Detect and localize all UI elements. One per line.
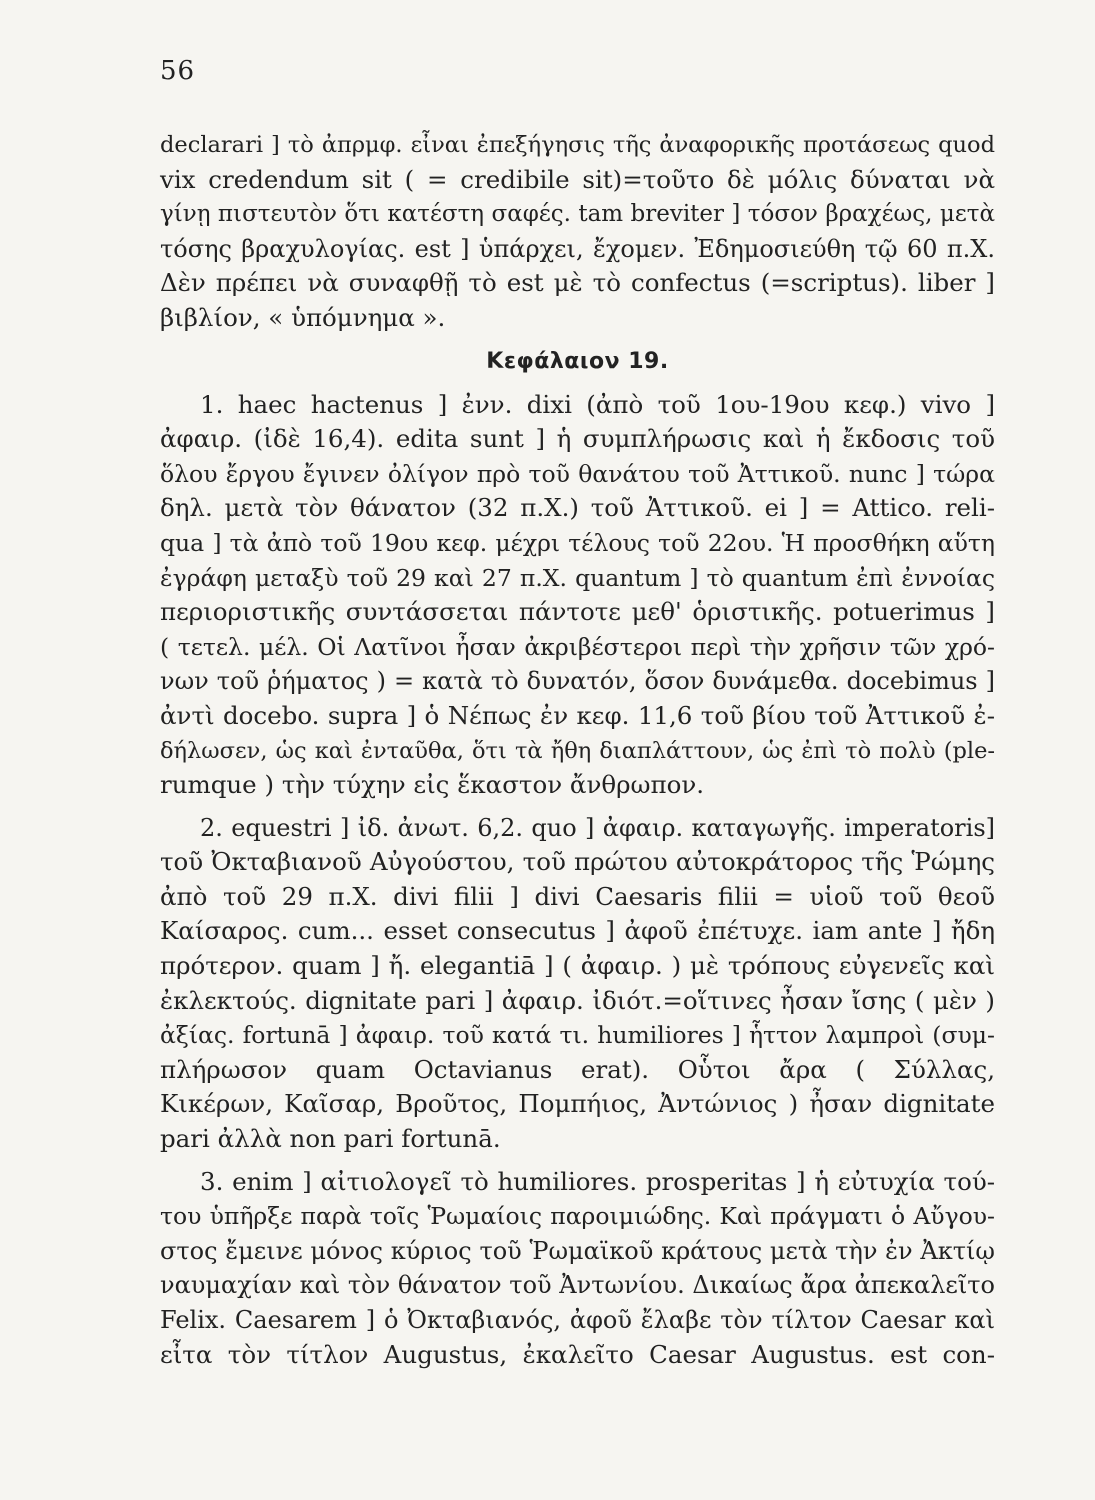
text-line: declarari ] τὸ ἀπρμφ. εἶναι ἐπεξήγησις τῆς ἀναφορικῆς προτάσεως quod [160, 132, 995, 158]
text-line: pari ἀλλὰ non pari fortunā. [160, 1124, 501, 1154]
text-line: δηλ. μετὰ τὸν θάνατον (32 π.Χ.) τοῦ Ἀττικοῦ. ei ] = Attico. reli- [160, 493, 995, 523]
page-number: 56 [160, 56, 196, 86]
text-line: τοῦ Ὀκταβιανοῦ Αὐγούστου, τοῦ πρώτου αὐτοκράτορος τῆς Ῥώμης [160, 847, 995, 877]
text-line: βιβλίον, « ὑπόμνημα ». [160, 302, 446, 332]
text-line: νων τοῦ ῥήματος ) = κατὰ τὸ δυνατόν, ὅσον δυνάμεθα. docebimus ] [160, 667, 995, 696]
text-line: Felix. Caesarem ] ὁ Ὀκταβιανός, ἀφοῦ ἔλαβε τὸν τίλτον Caesar καὶ [160, 1306, 995, 1334]
intro-paragraph [160, 128, 995, 336]
text-line: ἀπὸ τοῦ 29 π.Χ. divi filii ] divi Caesaris filii = υἱοῦ τοῦ θεοῦ [160, 881, 995, 911]
text-line: 2. equestri ] ἰδ. ἀνωτ. 6,2. quo ] ἀφαιρ. καταγωγῆς. imperatoris] [200, 813, 995, 842]
text-line: 3. enim ] αἰτιολογεῖ τὸ humiliores. prosperitas ] ἡ εὐτυχία τού- [200, 1166, 995, 1196]
text-line: rumque ) τὴν τύχην εἰς ἕκαστον ἄνθρωπον. [160, 770, 705, 800]
text-line: τόσης βραχυλογίας. est ] ὑπάρχει, ἔχομεν. Ἐδημοσιεύθη τῷ 60 π.Χ. [160, 234, 995, 263]
text-line: ἐγράφη μεταξὺ τοῦ 29 καὶ 27 π.Χ. quantum ] τὸ quantum ἐπὶ ἐννοίας [160, 563, 995, 592]
text-line: πρότερον. quam ] ἤ. elegantiā ] ( ἀφαιρ. ) μὲ τρόπους εὐγενεῖς καὶ [160, 951, 995, 981]
chapter-heading: Κεφάλαιον 19. [486, 348, 669, 374]
text-line: πλήρωσον quam Octavianus erat). Οὗτοι ἄρα ( Σύλλας, [160, 1054, 995, 1084]
text-line: ἀφαιρ. (ἰδὲ 16,4). edita sunt ] ἡ συμπλήρωσις καὶ ἡ ἔκδοσις τοῦ [160, 424, 995, 454]
text-line: δήλωσεν, ὡς καὶ ἐνταῦθα, ὅτι τὰ ἤθη διαπλάττουν, ὡς ἐπὶ τὸ πολὺ (ple- [160, 737, 995, 764]
text-line: ὅλου ἔργου ἔγινεν ὀλίγον πρὸ τοῦ θανάτου τοῦ Ἀττικοῦ. nunc ] τώρα [160, 459, 995, 488]
text-line: του ὑπῆρξε παρὰ τοῖς Ῥωμαίοις παροιμιώδης. Καὶ πράγματι ὁ Αὔγου- [160, 1202, 995, 1231]
text-line: Κικέρων, Καῖσαρ, Βροῦτος, Πομπήιος, Ἀντώνιος ) ἦσαν dignitate [160, 1089, 995, 1119]
text-line: στος ἔμεινε μόνος κύριος τοῦ Ῥωμαϊκοῦ κράτους μετὰ τὴν ἐν Ἀκτίῳ [160, 1236, 995, 1265]
text-line: Δὲν πρέπει νὰ συναφθῇ τὸ est μὲ τὸ confectus (=scriptus). liber ] [160, 268, 995, 298]
text-line: vix credendum sit ( = credibile sit)=τοῦτο δὲ μόλις δύναται νὰ [160, 164, 995, 194]
text-line: ἐκλεκτούς. dignitate pari ] ἀφαιρ. ἰδιότ.=οἵτινες ἦσαν ἴσης ( μὲν ) [160, 985, 995, 1015]
body-text [160, 128, 995, 1372]
text-line: γίνῃ πιστευτὸν ὅτι κατέστη σαφές. tam breviter ] τόσον βραχέως, μετὰ [160, 201, 995, 228]
text-line: περιοριστικῆς συντάσσεται πάντοτε μεθ' ὁριστικῆς. potuerimus ] [160, 597, 995, 627]
text-line: qua ] τὰ ἀπὸ τοῦ 19ου κεφ. μέχρι τέλους τοῦ 22ου. Ἡ προσθήκη αὕτη [160, 528, 995, 557]
paragraph-2 [160, 811, 995, 1157]
text-line: ἀξίας. fortunā ] ἀφαιρ. τοῦ κατά τι. humiliores ] ἧττον λαμπροὶ (συμ- [160, 1021, 995, 1050]
text-line: ἀντὶ docebo. supra ] ὁ Νέπως ἐν κεφ. 11,6 τοῦ βίου τοῦ Ἀττικοῦ ἐ- [160, 700, 995, 730]
paragraph-3 [160, 1165, 995, 1373]
text-line: Καίσαρος. cum... esset consecutus ] ἀφοῦ ἐπέτυχε. iam ante ] ἤδη [160, 916, 995, 946]
text-line: ( τετελ. μέλ. Οἱ Λατῖνοι ἦσαν ἀκριβέστεροι περὶ τὴν χρῆσιν τῶν χρό- [160, 632, 995, 661]
paragraph-1 [160, 388, 995, 803]
text-line: ναυμαχίαν καὶ τὸν θάνατον τοῦ Ἀντωνίου. Δικαίως ἄρα ἀπεκαλεῖτο [160, 1271, 995, 1300]
text-line: 1. haec hactenus ] ἐνν. dixi (ἀπὸ τοῦ 1ου-19ου κεφ.) vivo ] [200, 389, 995, 419]
text-line: εἶτα τὸν τίτλον Augustus, ἐκαλεῖτο Caesar Augustus. est con- [160, 1339, 995, 1369]
